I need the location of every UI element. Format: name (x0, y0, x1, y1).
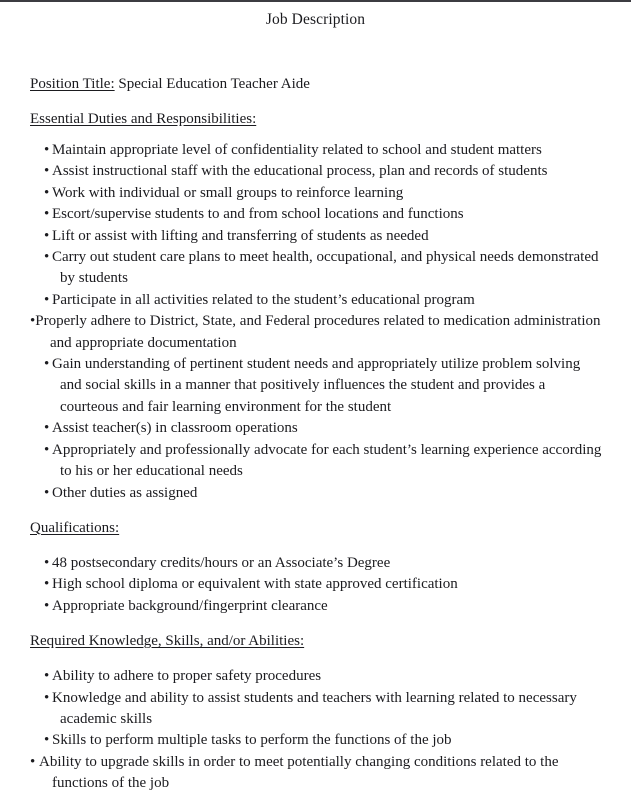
list-item: • Knowledge and ability to assist students and teachers with learning related to necessary academic skills (30, 688, 603, 731)
list-item: • Assist teacher(s) in classroom operations (30, 418, 603, 439)
list-item: • Carry out student care plans to meet health, occupational, and physical needs demonstrated by students (30, 247, 603, 290)
essential-duties-list (30, 140, 603, 504)
list-item: • Lift or assist with lifting and transferring of students as needed (30, 226, 603, 247)
list-item: • Ability to upgrade skills in order to meet potentially changing conditions related to the functions of the job (30, 752, 603, 795)
list-item: • Maintain appropriate level of confidentiality related to school and student matters (30, 140, 603, 161)
qualifications-heading-row (30, 518, 603, 539)
qualifications-list (30, 553, 603, 617)
spacer-after-required-knowledge-heading (30, 652, 603, 666)
spacer-before-required-knowledge (30, 617, 603, 631)
list-item: • Ability to adhere to proper safety procedures (30, 666, 603, 687)
list-item: • Work with individual or small groups to reinforce learning (30, 183, 603, 204)
spacer-after-position-title (30, 95, 603, 109)
list-item: • 48 postsecondary credits/hours or an Associate’s Degree (30, 553, 603, 574)
essential-duties-heading-row (30, 109, 603, 130)
list-item: • Properly adhere to District, State, and Federal procedures related to medication administration and appropriate documentation (30, 311, 603, 354)
section-heading-qualifications: Qualifications: (30, 519, 120, 536)
position-title-value: Special Education Teacher Aide (118, 76, 310, 92)
list-item: • Appropriately and professionally advocate for each student’s learning experience according to his or her educational needs (30, 440, 603, 483)
list-item: • Gain understanding of pertinent student needs and appropriately utilize problem solving and social skills in a manner that positively influences the student and provides a courteous and fair learning environment for the student (30, 354, 603, 418)
list-item: • Appropriate background/fingerprint clearance (30, 596, 603, 617)
document-body (0, 74, 631, 795)
position-title-label: Position Title: (30, 76, 115, 92)
list-item: • Escort/supervise students to and from school locations and functions (30, 204, 603, 225)
title-spacer (0, 30, 631, 74)
required-knowledge-list (30, 666, 603, 794)
section-heading-required-knowledge: Required Knowledge, Skills, and/or Abilities: (30, 633, 305, 650)
section-heading-essential-duties: Essential Duties and Responsibilities: (30, 111, 257, 127)
position-title-line (30, 74, 603, 95)
list-item: • High school diploma or equivalent with state approved certification (30, 574, 603, 595)
spacer-before-qualifications (30, 504, 603, 518)
spacer-after-qualifications-heading (30, 539, 603, 553)
list-item: • Participate in all activities related to the student’s educational program (30, 290, 603, 311)
list-item: • Assist instructional staff with the educational process, plan and records of students (30, 161, 603, 182)
list-item: • Other duties as assigned (30, 483, 603, 504)
required-knowledge-heading-row (30, 631, 603, 652)
spacer-after-essential-heading (30, 130, 603, 140)
list-item: • Skills to perform multiple tasks to perform the functions of the job (30, 730, 603, 751)
page-title: Job Description (265, 11, 366, 28)
